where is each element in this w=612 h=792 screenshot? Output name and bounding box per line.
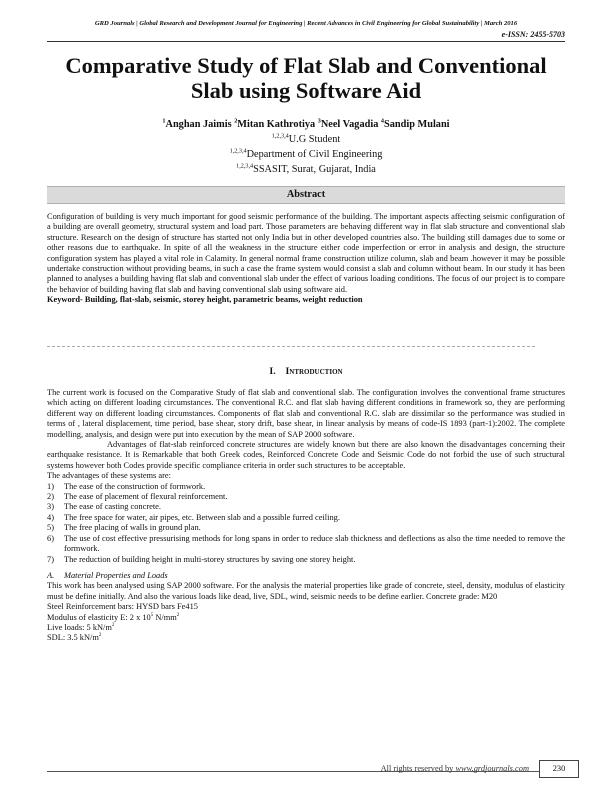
sdl-text: SDL: 3.5 kN/m xyxy=(47,633,99,643)
introduction-body xyxy=(47,388,565,644)
section-title: Introduction xyxy=(285,366,343,377)
footer-rights-text: All rights reserved by xyxy=(380,764,454,773)
section-heading-introduction xyxy=(0,366,612,377)
author-index: 4 xyxy=(380,117,385,125)
affiliation-text: SSASIT, Surat, Gujarat, India xyxy=(253,164,376,175)
author-index: 3 xyxy=(317,117,321,125)
abstract-heading: Abstract xyxy=(47,186,565,204)
affiliation-text: U.G Student xyxy=(288,134,341,145)
list-number: 4) xyxy=(47,512,54,522)
header-rule xyxy=(47,41,565,42)
page-number: 230 xyxy=(539,760,579,778)
subsection-label: A. xyxy=(47,570,55,580)
material-paragraph: This work has been analysed using SAP 2000 software. For the analysis the material properties like grade of concrete, steel, density, modulus of elasticity must be define initially. And also the various loads like dead, live, SDL, wind, seismic needs to be define earlier. Concrete grade: M20 xyxy=(47,581,565,601)
section-divider xyxy=(47,346,535,347)
affiliation-text: Department of Civil Engineering xyxy=(246,149,383,160)
author-name: Sandip Mulani xyxy=(384,119,450,130)
modulus-exponent: 5 xyxy=(150,612,154,618)
steel-line: Steel Reinforcement bars: HYSD bars Fe415 xyxy=(47,602,198,612)
journal-header: GRD Journals | Global Research and Development Journal for Engineering | Recent Advances in Civil Engineering for Global Sustainability | March 2016 xyxy=(94,20,518,27)
list-item xyxy=(47,555,565,565)
title-line-1: Comparative Study of Flat Slab and Conventional xyxy=(65,53,547,78)
list-text: The ease of placement of flexural reinforcement. xyxy=(64,492,228,502)
advantages-intro: The advantages of these systems are: xyxy=(47,471,171,481)
list-item xyxy=(47,523,565,533)
subsection-title: Material Properties and Loads xyxy=(64,570,168,580)
author-name: Anghan Jaimis xyxy=(165,119,232,130)
list-text: The ease of casting concrete. xyxy=(64,502,161,512)
live-load-exponent: 2 xyxy=(111,623,115,629)
title-line-2: Slab using Software Aid xyxy=(190,78,422,103)
affiliation-index: 1,2,3,4 xyxy=(236,162,254,170)
list-text: The free space for water, air pipes, etc. Between slab and a possible furred ceiling. xyxy=(64,512,340,522)
live-load-line xyxy=(47,623,565,633)
list-text: The use of cost effective pressurising methods for long spans in order to reduce slab thickness and deflections as also the time needed to remove the formwork. xyxy=(64,533,565,554)
subsection-heading-material xyxy=(47,571,565,581)
live-load-text: Live loads: 5 kN/m xyxy=(47,622,112,632)
affiliation-index: 1,2,3,4 xyxy=(229,147,247,155)
footer-rights xyxy=(381,764,529,773)
list-item xyxy=(47,482,565,492)
abstract-body: Configuration of building is very much important for good seismic performance of the building. The important aspects affecting seismic configuration of a building are overall geometry, structural system and load part. Those parameters are behaving different way in flat slab structure and conventional slab structure. Research on the design of structure has started not only India but in other developed countries also. The building still damages due to some or other reasons due to earthquake. In spite of all the weakness in the structure either code imperfection or error in analysis and design, the structure configuration system has played a vital role in Calamity. In general normal frame construction utilize column, slab and beam .however it may be possible undertake construction without providing beams, in such a case the frame system would consist a slab and column without beam. In our study it has been planned to analyses a building having flat slab and conventional slab under the effect of various loading conditions. The focus of our project is to compare the behavior of building having flat slab and having conventional slab using software aid. xyxy=(47,212,565,294)
affiliation-line xyxy=(0,134,612,145)
modulus-unit: N/mm xyxy=(155,612,177,622)
footer-site-link[interactable]: www.grdjournals.com xyxy=(455,764,529,773)
list-text: The free placing of walls in ground plan. xyxy=(64,523,201,533)
intro-paragraph-1: The current work is focused on the Comparative Study of flat slab and conventional slab. The configuration involves the conventional frame structures which acting on different loading circumstances. The conventional R.C. and flat slab having different conditions in framework so, they are performing different way on different loading circumstances. Components of flat slab and conventional R.C. slab are dissimilar so the performance was studied in terms of , lateral displacement, time period, base shear, story drift, base shear, in linear analysis by means of code-IS 1893 (part-1):2002. The complete modelling, analysis, and design were put into execution by the mean of SAP 2000 software. xyxy=(47,388,565,439)
advantages-list xyxy=(47,482,565,565)
list-number: 6) xyxy=(47,533,54,543)
list-item xyxy=(47,513,565,523)
section-number: I. xyxy=(269,366,276,377)
affiliation-index: 1,2,3,4 xyxy=(271,132,289,140)
issn-label: e-ISSN: 2455-5703 xyxy=(501,30,565,39)
sdl-exponent: 2 xyxy=(98,633,102,639)
list-text: The reduction of building height in multi-storey structures by saving one storey height. xyxy=(64,554,356,564)
sdl-line xyxy=(47,633,565,643)
modulus-unit-exponent: 2 xyxy=(176,612,180,618)
author-index: 1 xyxy=(162,117,166,125)
modulus-line xyxy=(47,613,565,623)
author-list xyxy=(0,119,612,130)
material-properties xyxy=(47,602,565,644)
intro-paragraph-2: Advantages of flat-slab reinforced concrete structures are widely known but there are also known the disadvantages concerning their earthquake resistance. It is Remarkable that both Greek codes, Reinforced Concrete Code and Seismic Code do not forbid the use of such structural systems however both Codes provide specific compliance criteria in order such structures to be acceptable. xyxy=(47,440,565,470)
author-index: 2 xyxy=(234,117,238,125)
list-item xyxy=(47,502,565,512)
list-number: 7) xyxy=(47,554,54,564)
list-text: The ease of the construction of formwork. xyxy=(64,481,206,491)
affiliation-line xyxy=(0,149,612,160)
author-name: Mitan Kathrotiya xyxy=(237,119,316,130)
list-number: 5) xyxy=(47,523,54,533)
list-number: 2) xyxy=(47,492,54,502)
author-name: Neel Vagadia xyxy=(320,119,379,130)
list-item xyxy=(47,492,565,502)
list-number: 3) xyxy=(47,502,54,512)
abstract-section xyxy=(47,212,565,306)
list-item xyxy=(47,534,565,555)
keywords: Keyword- Building, flat-slab, seismic, storey height, parametric beams, weight reduction xyxy=(47,295,363,305)
list-number: 1) xyxy=(47,481,54,491)
paper-title xyxy=(30,53,582,103)
modulus-text: Modulus of elasticity E: 2 x 10 xyxy=(47,612,151,622)
affiliation-line xyxy=(0,164,612,175)
